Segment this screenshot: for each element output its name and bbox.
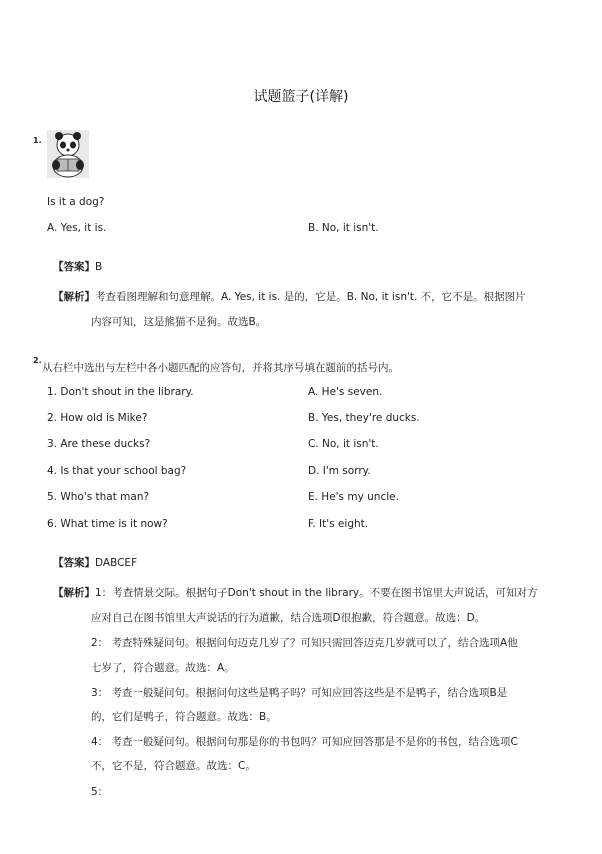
right-item: E. He's my uncle.	[308, 491, 399, 503]
right-item: C. No, it isn't.	[308, 438, 379, 450]
question-1-analysis-line: 【解析】考查看图理解和句意理解。A. Yes, it is. 是的，它是。B. No, it isn't. 不，它不是。根据图片	[53, 291, 526, 303]
left-item: 1. Don't shout in the library.	[47, 386, 194, 398]
analysis-label: 【解析】	[53, 291, 95, 303]
question-2-analysis-line: 【解析】1：考查情景交际。根据句子Don't shout in the library。不要在图书馆里大声说话，可知对方	[53, 587, 538, 599]
right-item: F. It's eight.	[308, 518, 369, 530]
left-item: 4. Is that your school bag?	[47, 465, 187, 477]
left-item: 3. Are these ducks?	[47, 438, 151, 450]
question-2-analysis-line: 不，它不是，符合题意。故选：C。	[91, 760, 256, 772]
question-1-answer	[53, 259, 102, 274]
left-item: 6. What time is it now?	[47, 518, 168, 530]
right-item: D. I'm sorry.	[308, 465, 371, 477]
question-1-analysis-line: 内容可知，这是熊猫不是狗。故选B。	[91, 316, 267, 328]
question-2-analysis-line: 3： 考查一般疑问句。根据问句这些是鸭子吗？可知应回答这些是不是鸭子，结合选项B是	[91, 687, 508, 699]
question-1-text: Is it a dog?	[47, 196, 105, 208]
question-1-number: 1.	[33, 136, 42, 145]
question-2-analysis-line: 七岁了，符合题意。故选：A。	[91, 662, 235, 674]
question-2-analysis-line: 5：	[91, 786, 109, 798]
question-2-analysis-line: 4： 考查一般疑问句。根据问句那是你的书包吗？可知应回答那是不是你的书包，结合选项C	[91, 736, 518, 748]
question-2-instruction: 从右栏中选出与左栏中各小题匹配的应答句，并将其序号填在题前的括号内。	[42, 362, 399, 374]
left-item: 5. Who's that man?	[47, 491, 150, 503]
answer-label: 【答案】	[53, 557, 95, 569]
question-2-analysis-line: 应对自己在图书馆里大声说话的行为道歉，结合选项D很抱歉，符合题意。故选：D。	[91, 612, 486, 624]
question-2-answer	[53, 555, 137, 570]
question-2-analysis-line: 的，它们是鸭子，符合题意。故选：B。	[91, 711, 277, 723]
answer-value: B	[95, 261, 103, 273]
answer-value: DABCEF	[95, 557, 138, 569]
question-2-number: 2.	[33, 356, 42, 365]
page-title: 试题篮子(详解)	[253, 89, 349, 105]
analysis-label: 【解析】	[53, 587, 95, 599]
question-1-option-b: B. No, it isn't.	[308, 222, 379, 234]
left-item: 2. How old is Mike?	[47, 412, 148, 424]
right-item: A. He's seven.	[308, 386, 383, 398]
panda-reading-icon	[47, 130, 89, 178]
question-2-analysis-line: 2： 考查特殊疑问句。根据问句迈克几岁了？可知只需回答迈克几岁就可以了，结合选项A他	[91, 637, 518, 649]
question-1-option-a: A. Yes, it is.	[47, 222, 107, 234]
answer-label: 【答案】	[53, 261, 95, 273]
right-item: B. Yes, they're ducks.	[308, 412, 420, 424]
